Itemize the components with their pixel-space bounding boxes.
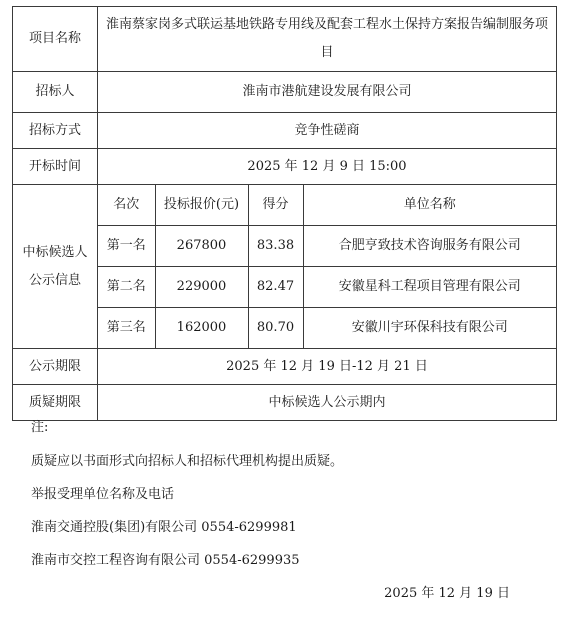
note-line-3: 淮南交通控股(集团)有限公司 0554-6299981 <box>31 520 297 535</box>
bid-cell: 267800 <box>155 226 248 267</box>
header-score: 得分 <box>248 185 303 226</box>
table-row <box>98 226 556 267</box>
tenderer-label: 招标人 <box>13 72 98 113</box>
table-row <box>98 267 556 308</box>
candidates-cell <box>98 185 557 349</box>
project-name-value: 淮南蔡家岗多式联运基地铁路专用线及配套工程水土保持方案报告编制服务项目 <box>98 7 557 72</box>
rank-cell: 第一名 <box>98 226 155 267</box>
opening-time-value: 2025 年 12 月 9 日 15:00 <box>98 149 557 185</box>
score-cell: 83.38 <box>248 226 303 267</box>
publicity-period-value: 2025 年 12 月 19 日-12 月 21 日 <box>98 349 557 385</box>
bid-cell: 229000 <box>155 267 248 308</box>
score-cell: 82.47 <box>248 267 303 308</box>
rank-cell: 第三名 <box>98 308 155 349</box>
announcement-date: 2025 年 12 月 19 日 <box>384 586 510 601</box>
notes-title: 注: <box>31 420 49 435</box>
project-name-label: 项目名称 <box>13 7 98 72</box>
company-cell: 合肥亨致技术咨询服务有限公司 <box>303 226 556 267</box>
candidates-table <box>98 185 556 348</box>
header-company: 单位名称 <box>303 185 556 226</box>
publicity-period-label: 公示期限 <box>13 349 98 385</box>
table-row <box>98 308 556 349</box>
candidates-label-line2: 公示信息 <box>28 272 81 288</box>
candidates-label <box>13 185 98 349</box>
company-cell: 安徽川宇环保科技有限公司 <box>303 308 556 349</box>
tender-method-label: 招标方式 <box>13 113 98 149</box>
query-period-value: 中标候选人公示期内 <box>98 385 557 421</box>
header-rank: 名次 <box>98 185 155 226</box>
rank-cell: 第二名 <box>98 267 155 308</box>
header-bid: 投标报价(元) <box>155 185 248 226</box>
company-cell: 安徽星科工程项目管理有限公司 <box>303 267 556 308</box>
candidates-header-row <box>98 185 556 226</box>
note-line-2: 举报受理单位名称及电话 <box>31 487 175 502</box>
tenderer-value: 淮南市港航建设发展有限公司 <box>98 72 557 113</box>
note-line-1: 质疑应以书面形式向招标人和招标代理机构提出质疑。 <box>31 454 344 469</box>
tender-method-value: 竞争性磋商 <box>98 113 557 149</box>
opening-time-label: 开标时间 <box>13 149 98 185</box>
bid-cell: 162000 <box>155 308 248 349</box>
candidates-label-line1: 中标候选人 <box>22 244 88 260</box>
announcement-table <box>12 6 557 421</box>
score-cell: 80.70 <box>248 308 303 349</box>
query-period-label: 质疑期限 <box>13 385 98 421</box>
note-line-4: 淮南市交控工程咨询有限公司 0554-6299935 <box>31 553 300 568</box>
